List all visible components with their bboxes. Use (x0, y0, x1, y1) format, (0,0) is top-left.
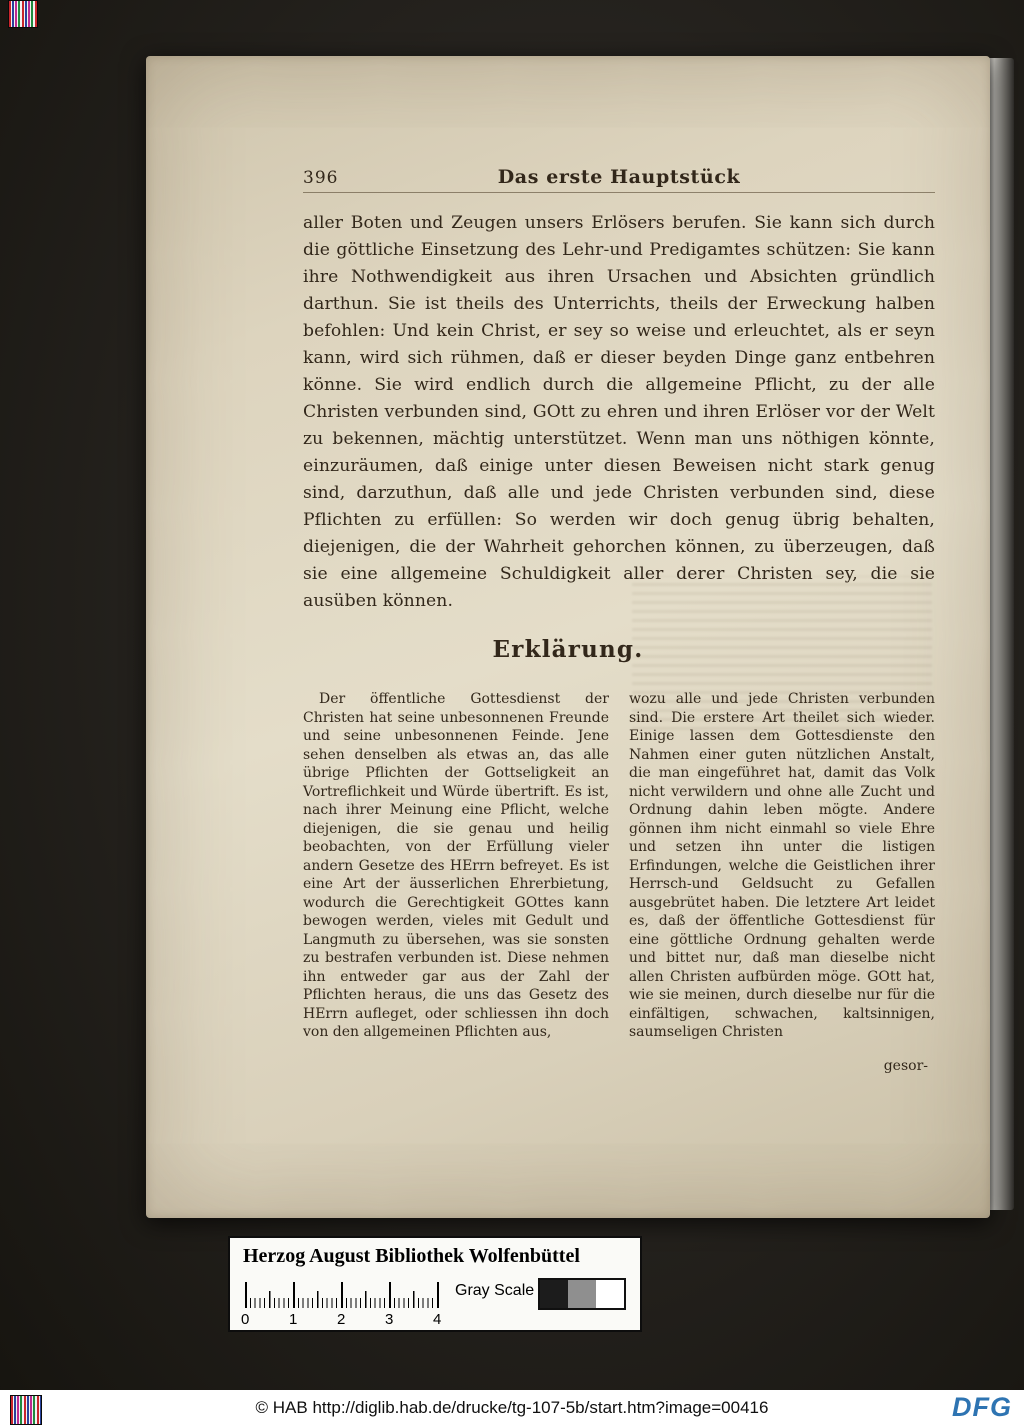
footer-bar (0, 1390, 1024, 1428)
library-scale-card (228, 1236, 642, 1332)
running-head: Das erste Hauptstück (497, 166, 741, 188)
text-column-right: wozu alle und jede Christen verbunden sind. Die erstere Art theilet sich wieder. Einige lassen dem Gottesdienste den Nahmen einer guten nützlichen Anstalt, die man eingeführet hat, damit das Volk nicht verwildern und ohne alle Zucht und Ordnung dahin leben mögte. Andere gönnen ihm nicht einmahl so viele Ehre und setzen ihn unter die listigen Erfindungen, welche die Geistlichen ihrer Herrsch-und Geldsucht zu Gefallen ausgebrütet haben. Die letztere Art leidet es, daß der öffentliche Gottesdienst für eine göttliche Ordnung gehalten werde und bittet nur, daß man dieselbe nicht allen Christen aufbürden möge. GOtt hat, wie sie meinen, durch dieselbe nur für die einfältigen, schwachen, kaltsinnigen, saumseligen Christen (629, 691, 935, 1040)
scale-row (243, 1274, 632, 1328)
gray-patch-white (596, 1280, 624, 1308)
intro-paragraph: aller Boten und Zeugen unsers Erlösers berufen. Sie kann sich durch die göttliche Einsetzung des Lehr-und Predigamtes schützen: Sie kann ihre Nothwendigkeit aus ihren Ursachen und Absichten gründlich darthun. Sie ist theils des Unterrichts, theils der Erweckung halben befohlen: Und kein Christ, er sey so weise und erleuchtet, als er seyn kann, wird sich rühmen, daß er dieser beyden Dinge ganz entbehren könne. Sie wird endlich durch die allgemeine Pflicht, zu der alle Christen verbunden sind, GOtt zu ehren und ihren Erlöser vor der Welt zu bekennen, mächtig unterstützet. Wenn man uns nöthigen könnte, einzuräumen, daß einige unter diesen Beweisen nicht stark genug sind, darzuthun, daß alle und jede Christen verbunden sind, diese Pflichten zu erfüllen: So werden wir doch genug übrig behalten, diejenigen, die der Wahrheit gehorchen können, zu überzeugen, daß sie eine allgemeine Schuldigkeit aller derer Christen sey, die sie ausüben können. (303, 213, 935, 611)
dfg-logo: DFG (952, 1392, 1012, 1422)
gray-patch-mid (568, 1280, 596, 1308)
cm-ruler (245, 1282, 440, 1308)
page-header (303, 162, 935, 193)
text-column-left: Der öffentliche Gottesdienst der Christen hat seine unbesonnenen Freunde und seine unbesonnenen Feinde. Jene sehen denselben als etwas an, das alle übrige Pflichten der Gottseligkeit an Vortreflichkeit und Würde übertrift. Es ist, nach ihrer Meinung eine Pflicht, welche diejenigen, die sie genau und heilig beobachten, von der Erfüllung vieler andern Gesetze des HErrn befreyet. Es ist eine Art der äusserlichen Ehrerbietung, wodurch die Gerechtigkeit GOttes kann bewogen werden, vieles mit Gedult und Langmuth zu übersehen, was sie sonsten zu bestrafen verbunden ist. Diese nehmen ihn entweder gar aus der Zahl der Pflichten heraus, die uns das Gesetz des HErrn aufleget, oder schliessen ihn doch von den allgemeinen Pflichten aus, (303, 691, 609, 1040)
book-page (146, 56, 990, 1218)
ruler-tick-label: 0 (241, 1311, 250, 1328)
library-name: Herzog August Bibliothek Wolfenbüttel (243, 1245, 580, 1267)
section-heading: Erklärung. (492, 636, 644, 663)
ruler-tick-label: 3 (385, 1311, 394, 1328)
catchword: gesor- (883, 1058, 928, 1074)
gray-scale-patches (538, 1278, 626, 1310)
ruler-tick-label: 1 (289, 1311, 298, 1328)
page-number: 396 (303, 168, 339, 188)
ruler-tick-label: 2 (337, 1311, 346, 1328)
gray-patch-dark (540, 1280, 568, 1308)
color-calibration-strip-top (8, 0, 38, 28)
two-column-text (303, 690, 935, 1042)
copyright-text: © HAB http://diglib.hab.de/drucke/tg-107-5b/start.htm?image=00416 (255, 1398, 769, 1417)
ruler-tick-label: 4 (433, 1311, 442, 1328)
gray-scale-label: Gray Scale (455, 1282, 535, 1299)
